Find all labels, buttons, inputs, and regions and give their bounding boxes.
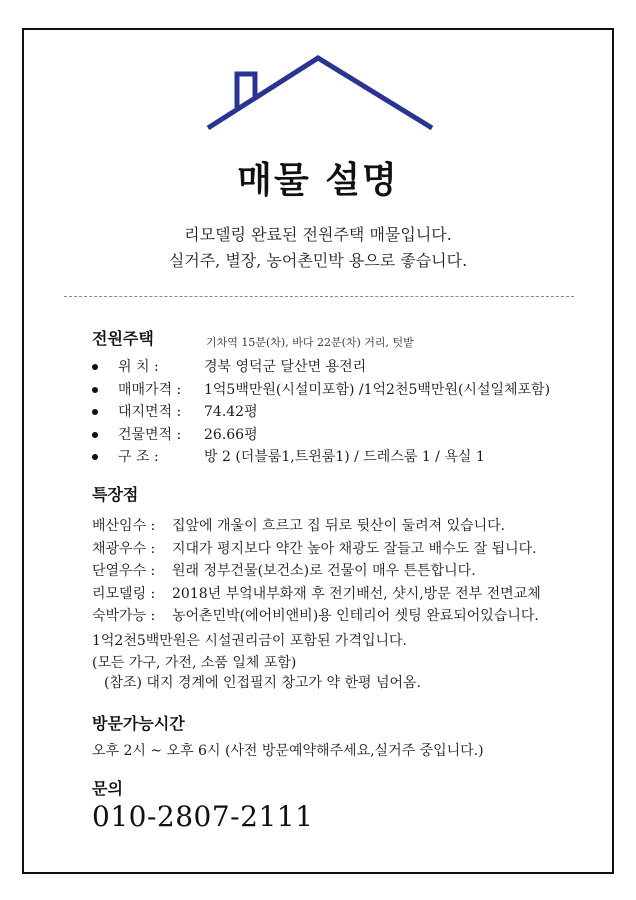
property-value: 방 2 (더블룸1,트윈룸1) / 드레스룸 1 / 욕실 1	[204, 449, 485, 465]
features-heading: 특장점	[92, 485, 139, 504]
feature-label: 채광우수 :	[92, 540, 156, 557]
subtitle-line-1: 리모델링 완료된 전원주택 매물입니다.	[184, 225, 452, 244]
feature-value: 2018년 부엌내부화재 후 전기배선, 샷시,방문 전부 전면교체	[172, 585, 541, 602]
feature-label: 숙박가능 :	[92, 608, 156, 624]
property-label: 매매가격 :	[118, 381, 182, 398]
section-divider	[64, 296, 574, 297]
feature-value: 지대가 평지보다 약간 높아 채광도 잘들고 배수도 잘 됩니다.	[172, 540, 537, 557]
page-title: 매물 설명	[237, 160, 399, 201]
feature-label: 배산임수 :	[92, 518, 156, 534]
feature-value: 집앞에 개울이 흐르고 집 뒤로 뒷산이 둘려져 있습니다.	[172, 518, 506, 534]
property-label: 구 조 :	[118, 449, 159, 465]
price-note: 1억2천5백만원은 시설권리금이 포함된 가격입니다.	[92, 633, 408, 649]
reference-note: (참조) 대지 경계에 인접필지 창고가 약 한평 넘어옴.	[104, 675, 422, 691]
property-heading: 전원주택	[92, 329, 154, 348]
property-label: 위 치 :	[118, 359, 159, 375]
property-value: 경북 영덕군 달산면 용전리	[204, 359, 367, 375]
property-label: 대지면적 :	[118, 404, 182, 420]
bullet-dot-icon	[92, 432, 98, 438]
bullet-dot-icon	[92, 387, 98, 393]
property-label: 건물면적 :	[118, 426, 182, 443]
bullet-dot-icon	[92, 409, 98, 415]
contact-phone: 010-2807-2111	[92, 800, 314, 833]
subtitle-line-2: 실거주, 별장, 농어촌민박 용으로 좋습니다.	[168, 251, 468, 270]
property-note: 기차역 15분(차), 바다 22분(차) 거리, 텃밭	[206, 336, 414, 349]
feature-label: 단열우수 :	[92, 563, 156, 579]
bullet-dot-icon	[92, 364, 98, 370]
contact-heading: 문의	[92, 779, 123, 798]
feature-value: 원래 정부건물(보건소)로 건물이 매우 튼튼합니다.	[172, 563, 476, 579]
price-note-detail: (모든 가구, 가전, 소품 일체 포함)	[92, 655, 297, 671]
visit-hours: 오후 2시 ~ 오후 6시 (사전 방문예약해주세요,실거주 중입니다.)	[92, 743, 484, 759]
property-value: 1억5백만원(시설미포함) /1억2천5백만원(시설일체포함)	[204, 381, 551, 398]
feature-value: 농어촌민박(에어비앤비)용 인테리어 셋팅 완료되어있습니다.	[172, 608, 539, 624]
feature-label: 리모델링 :	[92, 585, 156, 602]
property-value: 26.66평	[204, 426, 258, 443]
property-value: 74.42평	[204, 404, 258, 420]
bullet-dot-icon	[92, 454, 98, 460]
house-roof-icon	[205, 52, 435, 134]
visit-heading: 방문가능시간	[92, 714, 185, 733]
